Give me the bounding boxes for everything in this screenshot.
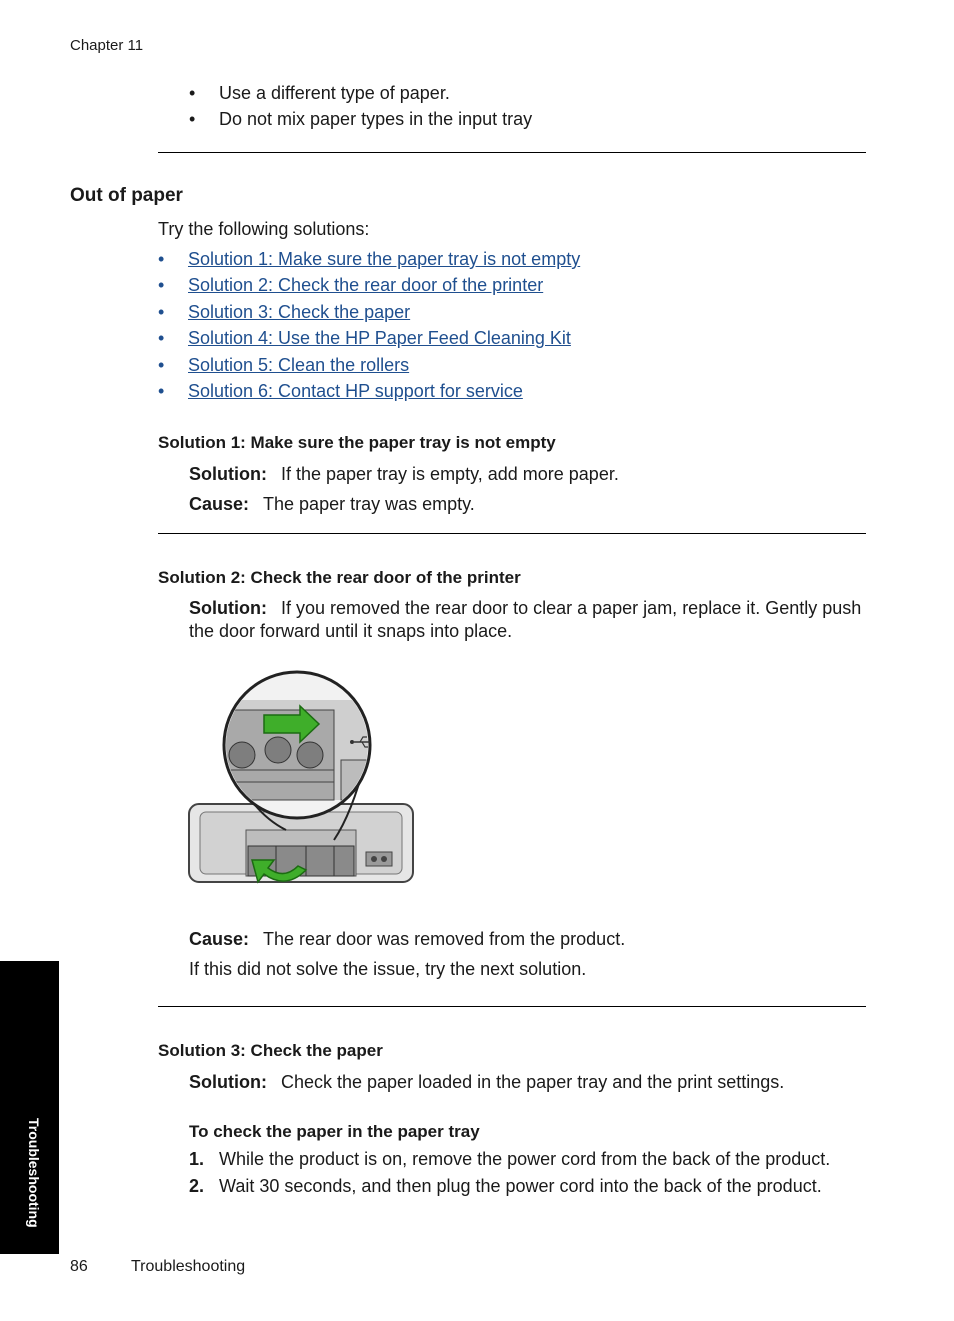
list-item: • Do not mix paper types in the input tray	[189, 109, 533, 129]
solution-link-item	[158, 249, 580, 270]
solution-link-item	[158, 302, 410, 323]
bullet-icon: •	[158, 328, 165, 348]
footer-title: Troubleshooting	[131, 1258, 246, 1275]
solution-2-cause: Cause: The rear door was removed from the product.	[189, 929, 626, 949]
solution-2-next: If this did not solve the issue, try the next solution.	[189, 959, 587, 979]
page-number: 86	[70, 1258, 88, 1275]
bullet-icon: •	[158, 275, 165, 295]
solution-4-link[interactable]: Solution 4: Use the HP Paper Feed Cleaning Kit	[188, 328, 571, 348]
bullet-icon: •	[158, 355, 165, 375]
solution-link-item	[158, 381, 523, 402]
bullet-icon: •	[158, 249, 165, 269]
solution-2-solution: Solution: If you removed the rear door to clear a paper jam, replace it. Gently push the door forward until it snaps into place.	[189, 598, 862, 641]
procedure-step: 1. While the product is on, remove the power cord from the back of the product.	[189, 1149, 831, 1169]
rear-door-illustration	[186, 670, 418, 892]
procedure-title: To check the paper in the paper tray	[189, 1122, 480, 1141]
divider	[158, 152, 866, 153]
section-intro: Try the following solutions:	[158, 219, 370, 239]
bullet-icon: •	[158, 302, 165, 322]
solution-1-cause: Cause: The paper tray was empty.	[189, 494, 475, 514]
solution-3-solution: Solution: Check the paper loaded in the paper tray and the print settings.	[189, 1072, 785, 1092]
solution-1-title: Solution 1: Make sure the paper tray is not empty	[158, 433, 556, 452]
bullet-icon: •	[189, 83, 196, 103]
solution-6-link[interactable]: Solution 6: Contact HP support for service	[188, 381, 523, 401]
solution-1-solution: Solution: If the paper tray is empty, add more paper.	[189, 464, 619, 484]
solution-5-link[interactable]: Solution 5: Clean the rollers	[188, 355, 410, 375]
chapter-header: Chapter 11	[70, 37, 144, 54]
solution-link-item	[158, 275, 543, 296]
procedure-step: 2. Wait 30 seconds, and then plug the power cord into the back of the product.	[189, 1176, 822, 1196]
side-tab-label: Troubleshooting	[26, 1118, 42, 1228]
divider	[158, 1006, 866, 1007]
solution-2-title: Solution 2: Check the rear door of the printer	[158, 568, 521, 587]
solution-1-link[interactable]: Solution 1: Make sure the paper tray is not empty	[188, 249, 581, 269]
divider	[158, 533, 866, 534]
printer-rear-door-diagram	[186, 670, 418, 892]
solution-2-link[interactable]: Solution 2: Check the rear door of the printer	[188, 275, 544, 295]
solution-3-title: Solution 3: Check the paper	[158, 1041, 383, 1060]
section-title: Out of paper	[70, 185, 183, 206]
bullet-icon: •	[189, 109, 196, 129]
list-item: • Use a different type of paper.	[189, 83, 450, 103]
bullet-icon: •	[158, 381, 165, 401]
solution-link-item	[158, 355, 409, 376]
solution-link-item	[158, 328, 571, 349]
solution-3-link[interactable]: Solution 3: Check the paper	[188, 302, 411, 322]
